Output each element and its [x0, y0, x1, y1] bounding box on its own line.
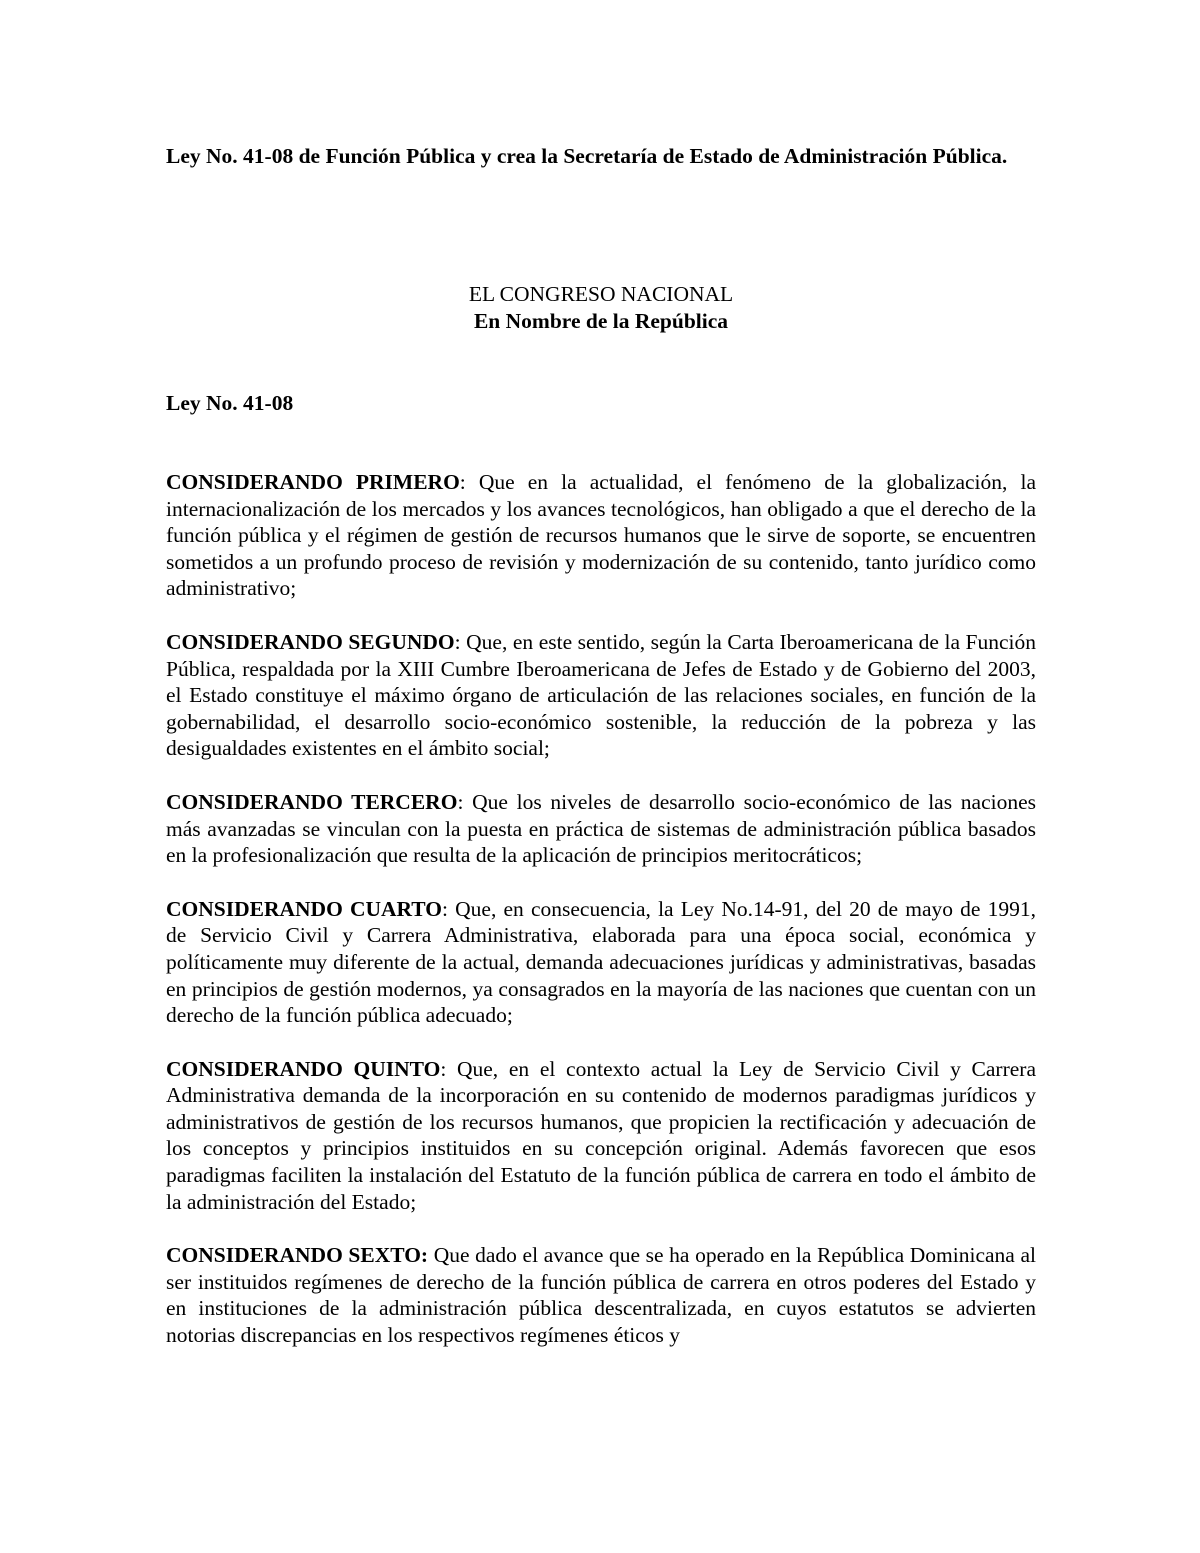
paragraph-text: Que los niveles de desarrollo socio-económico de las naciones más avanzadas se vinculan con la puesta en práctica de sistemas de administración pública basados en la profesionalización que resulta de la aplicación de principios meritocráticos; [166, 789, 1036, 868]
paragraph-text: Que, en el contexto actual la Ley de Servicio Civil y Carrera Administrativa demanda de la incorporación en su contenido de modernos paradigmas jurídicos y administrativos de gestión de los recursos humanos, que propicien la rectificación y adecuación de los conceptos y principios instituidos en su concepción original. Además favorecen que esos paradigmas faciliten la instalación del Estatuto de la función pública de carrera en todo el ámbito de la administración del Estado; [166, 1056, 1036, 1214]
paragraph-separator: : [459, 470, 479, 494]
document-heading [166, 281, 1036, 335]
paragraph-text: Que dado el avance que se ha operado en la República Dominicana al ser instituidos regímenes de derecho de la función pública de carrera en otros poderes del Estado y en instituciones de la administración pública descentralizada, en cuyos estatutos se advierten notorias discrepancias en los respectivos regímenes éticos y [166, 1243, 1036, 1348]
paragraph-considerando-tercero [166, 789, 1036, 869]
paragraph-lead: CONSIDERANDO SEXTO: [166, 1243, 429, 1268]
paragraph-lead: CONSIDERANDO TERCERO [166, 789, 458, 814]
paragraph-separator: : [457, 789, 473, 814]
paragraph-text: Que, en este sentido, según la Carta Iberoamericana de la Función Pública, respaldada por la XIII Cumbre Iberoamericana de Jefes de Estado y de Gobierno del 2003, el Estado constituye el máximo órgano de articulación de las relaciones sociales, en función de la gobernabilidad, el desarrollo socio-económico sostenible, la reducción de la pobreza y las desigualdades existentes en el ámbito social; [166, 629, 1036, 761]
paragraph-text: Que, en consecuencia, la Ley No.14-91, del 20 de mayo de 1991, de Servicio Civil y Carrera Administrativa, elaborada para una época social, económica y políticamente muy diferente de la actual, demanda adecuaciones jurídicas y administrativas, basadas en principios de gestión modernos, ya consagrados en la mayoría de las naciones que cuentan con un derecho de la función pública adecuado; [166, 896, 1036, 1028]
document-body [166, 469, 1036, 1376]
paragraph-lead: CONSIDERANDO QUINTO [166, 1056, 441, 1081]
paragraph-lead: CONSIDERANDO SEGUNDO [166, 629, 455, 654]
paragraph-separator: : [454, 629, 467, 654]
paragraph-considerando-cuarto [166, 896, 1036, 1029]
law-number: Ley No. 41-08 [166, 391, 294, 415]
paragraph-considerando-sexto [166, 1242, 1036, 1348]
document-title: Ley No. 41-08 de Función Pública y crea la Secretaría de Estado de Administración Pública. [166, 144, 1008, 168]
paragraph-text: Que en la actualidad, el fenómeno de la globalización, la internacionalización de los mercados y los avances tecnológicos, han obligado a que el derecho de la función pública y el régimen de gestión de recursos humanos que le sirve de soporte, se encuentren sometidos a un profundo proceso de revisión y modernización de su contenido, tanto jurídico como administrativo; [166, 470, 1036, 601]
paragraph-considerando-primero [166, 469, 1036, 602]
paragraph-lead: CONSIDERANDO PRIMERO [166, 470, 460, 494]
heading-republic: En Nombre de la República [473, 309, 729, 333]
heading-congress: EL CONGRESO NACIONAL [468, 282, 734, 306]
paragraph-considerando-quinto [166, 1056, 1036, 1216]
paragraph-separator: : [440, 1056, 457, 1081]
paragraph-lead: CONSIDERANDO CUARTO [166, 896, 442, 921]
paragraph-separator: : [442, 896, 456, 921]
paragraph-considerando-segundo [166, 629, 1036, 762]
